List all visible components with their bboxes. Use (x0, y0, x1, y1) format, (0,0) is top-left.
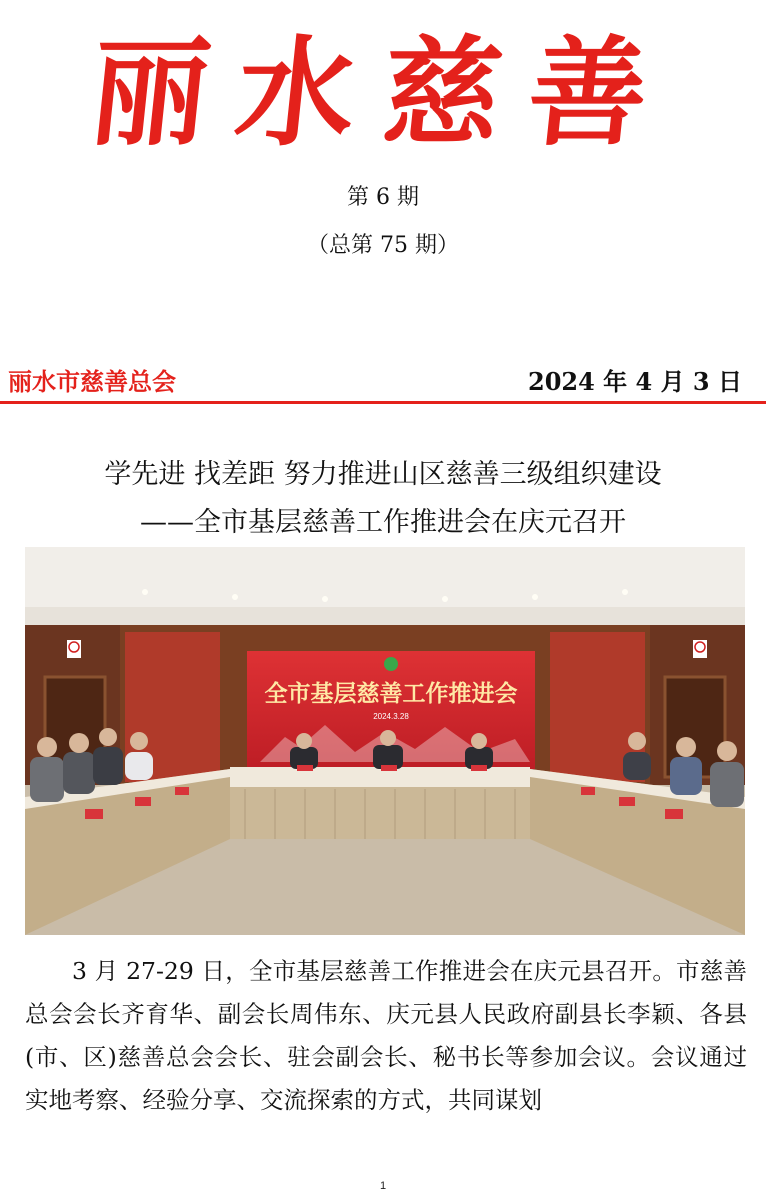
header-divider (0, 401, 766, 404)
screen-title: 全市基层慈善工作推进会 (264, 680, 518, 707)
page-number: 1 (379, 1180, 387, 1192)
screen-date: 2024.3.28 (373, 712, 409, 721)
article-subheadline: ——全市基层慈善工作推进会在庆元召开 (140, 507, 626, 538)
meeting-photo (25, 547, 745, 935)
publication-header (8, 362, 760, 396)
article-body: 3 月 27-29 日，全市基层慈善工作推进会在庆元县召开。市慈善总会会长齐育华、副会长周伟东、庆元县人民政府副县长李颖、各县(市、区)慈善总会会长、驻会副会长、秘书长等参加会议。会议通过实地考察、经验分享、交流探索的方式，共同谋划 (25, 957, 747, 1114)
publication-date: 2024 年 4 月 3 日 (528, 367, 742, 396)
issue-number: 第 6 期 (347, 185, 419, 210)
issue-total: （总第 75 期） (307, 233, 459, 258)
organization-name: 丽水市慈善总会 (8, 367, 176, 396)
masthead-title: 丽水慈善 (83, 23, 683, 162)
masthead (0, 18, 766, 168)
article-headline: 学先进 找差距 努力推进山区慈善三级组织建设 (104, 459, 662, 490)
